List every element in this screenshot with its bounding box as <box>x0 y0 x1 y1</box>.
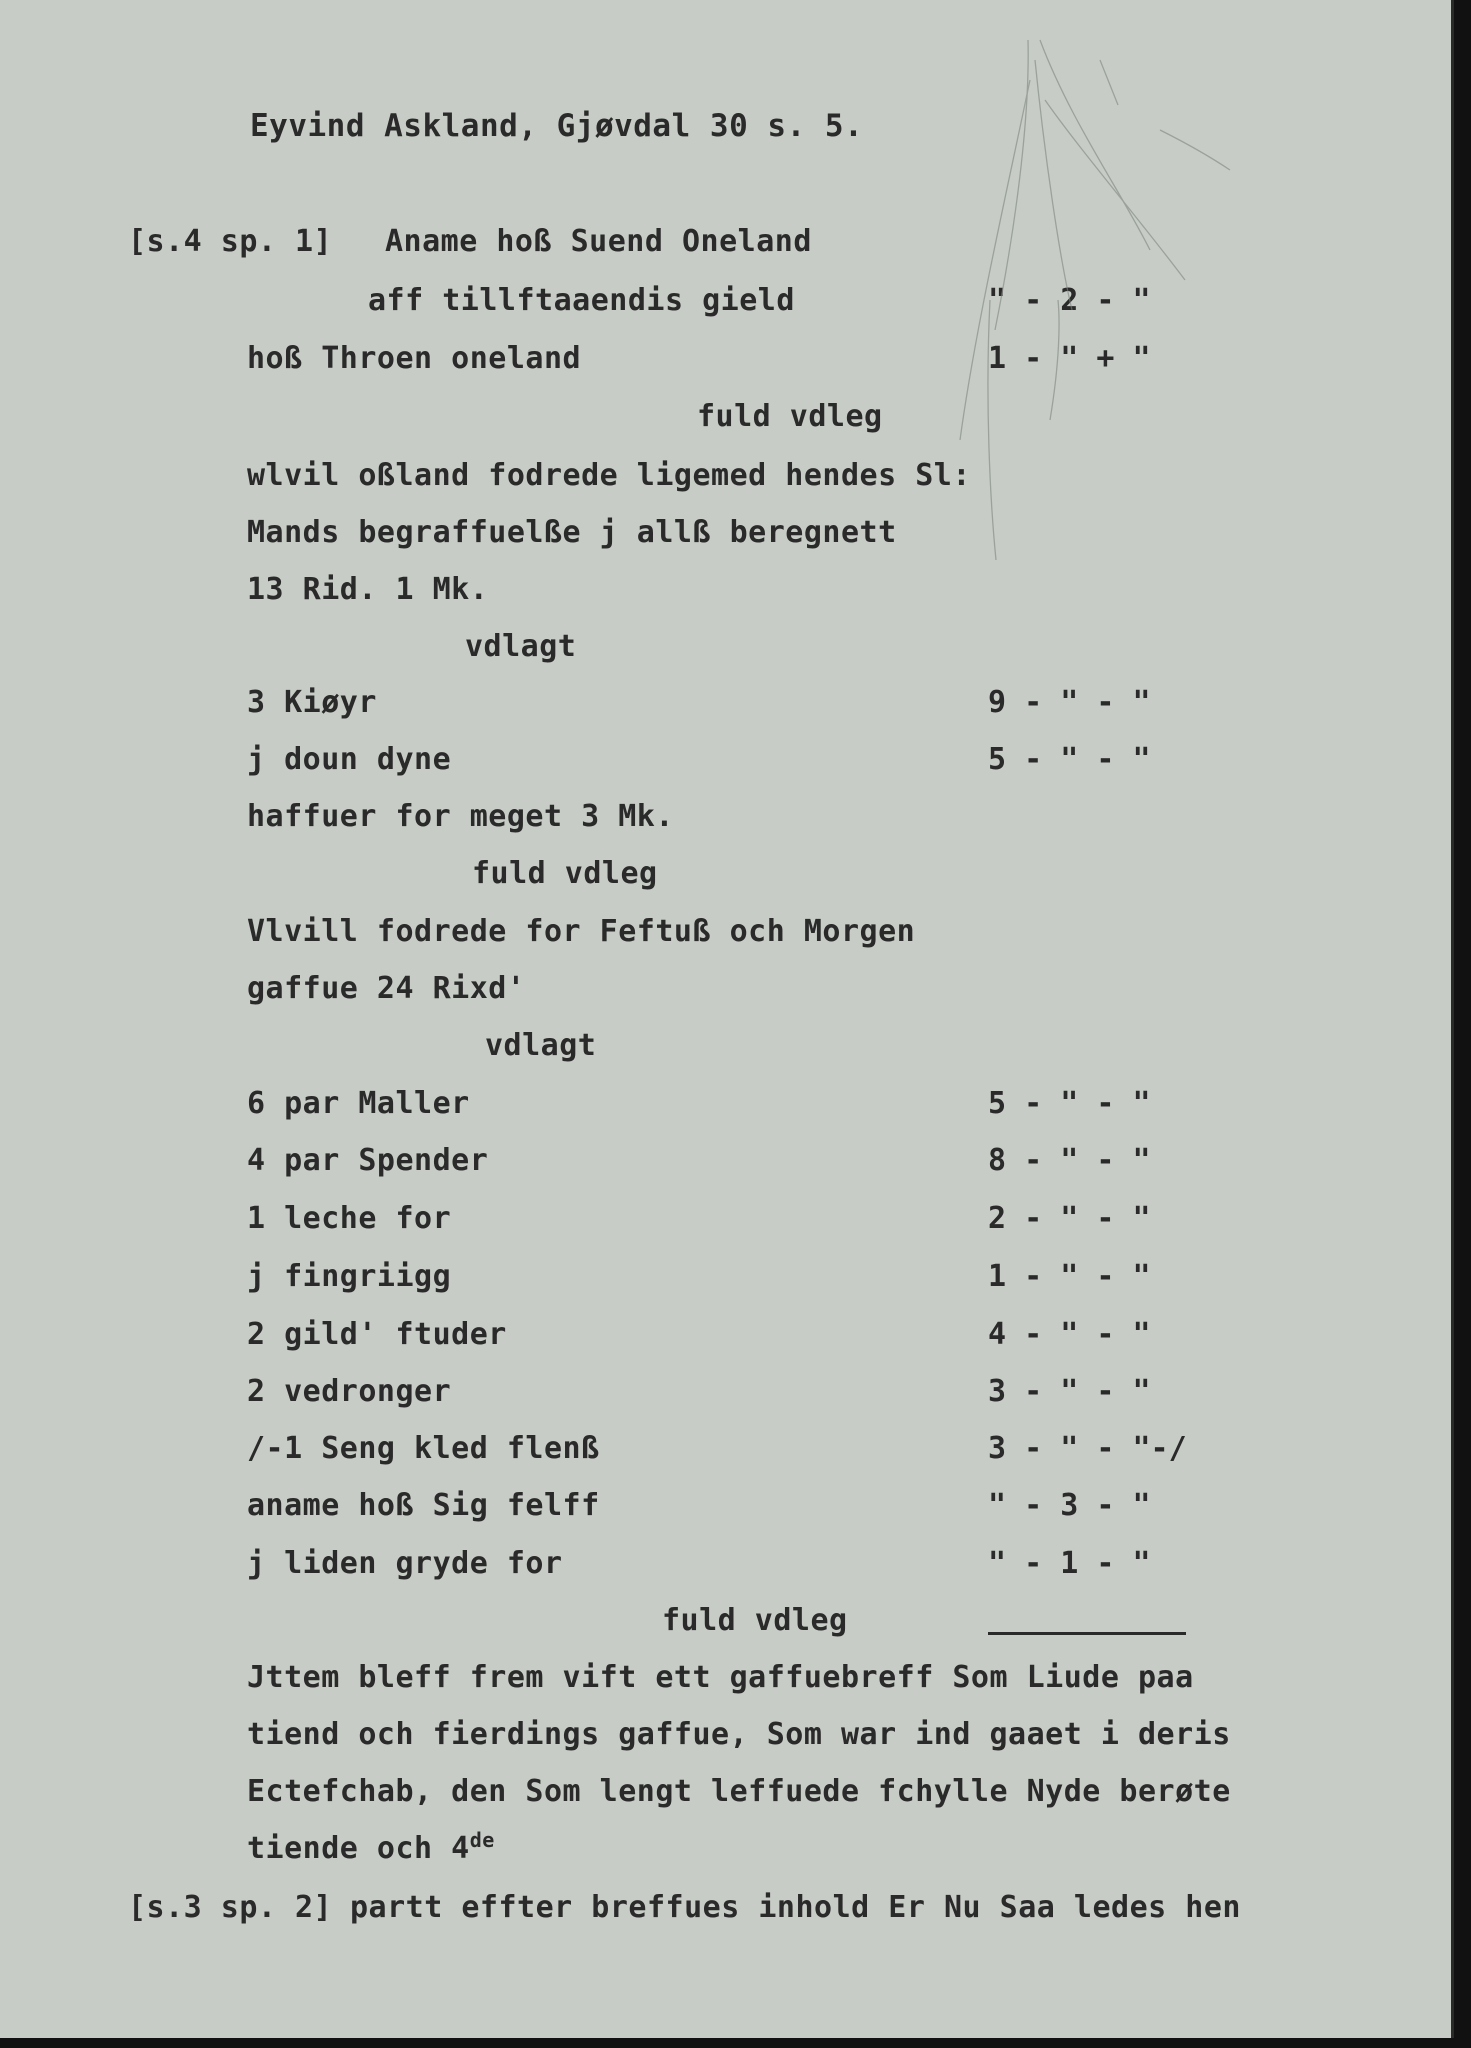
amount: 1 - " + " <box>988 341 1151 376</box>
text-line: 2 gild' ftuder <box>247 1317 507 1352</box>
amount: 5 - " - " <box>988 742 1151 777</box>
amount: 1 - " - " <box>988 1259 1151 1294</box>
amount: 9 - " - " <box>988 685 1151 720</box>
text-line: Aname hoß Suend Oneland <box>385 224 812 259</box>
text-line: Mands begraffuelße j allß beregnett <box>247 515 897 550</box>
text-line: j liden gryde for <box>247 1546 563 1581</box>
text-line: Ectefchab, den Som lengt leffuede fchylle Nyde berøte <box>247 1774 1231 1809</box>
text-line: 2 vedronger <box>247 1374 452 1409</box>
text-line: j fingriigg <box>247 1259 452 1294</box>
text-line: 13 Rid. 1 Mk. <box>247 572 489 607</box>
text-line: wlvil oßland fodrede ligemed hendes Sl: <box>247 458 971 493</box>
section-heading: fuld vdleg <box>472 856 658 891</box>
text-line: tiend och fierdings gaffue, Som war ind gaaet i deris <box>247 1717 1231 1752</box>
amount: 2 - " - " <box>988 1201 1151 1236</box>
text-line: 3 Kiøyr <box>247 685 377 720</box>
amount: " - 1 - " <box>988 1546 1151 1581</box>
text-line: 4 par Spender <box>247 1143 489 1178</box>
text-line: 1 leche for <box>247 1201 452 1236</box>
amount: 8 - " - " <box>988 1143 1151 1178</box>
page-reference: [s.3 sp. 2] <box>128 1890 333 1925</box>
text-line: j doun dyne <box>247 742 452 777</box>
page-reference: [s.4 sp. 1] <box>128 224 333 259</box>
text-line: haffuer for meget 3 Mk. <box>247 799 674 834</box>
text-line: gaffue 24 Rixd' <box>247 971 526 1006</box>
section-heading: fuld vdleg <box>697 399 883 434</box>
sum-rule <box>988 1632 1186 1635</box>
text-line: Jttem bleff frem vift ett gaffuebreff Som Liude paa <box>247 1660 1194 1695</box>
amount: 5 - " - " <box>988 1086 1151 1121</box>
text-line: aname hoß Sig felff <box>247 1488 600 1523</box>
section-heading: vdlagt <box>465 629 577 664</box>
section-heading: vdlagt <box>485 1028 597 1063</box>
text-line: hoß Throen oneland <box>247 341 582 376</box>
text-line <box>247 1828 495 1867</box>
text-line: 6 par Maller <box>247 1086 470 1121</box>
text-line: Vlvill fodrede for Feftuß och Morgen <box>247 914 916 949</box>
document-title: Eyvind Askland, Gjøvdal 30 s. 5. <box>250 108 864 144</box>
amount: " - 2 - " <box>988 283 1151 318</box>
amount: 4 - " - " <box>988 1317 1151 1352</box>
amount: 3 - " - " <box>988 1374 1151 1409</box>
section-heading: fuld vdleg <box>662 1603 848 1638</box>
text-line: /-1 Seng kled flenß <box>247 1431 600 1466</box>
text-line: aff tillftaaendis gield <box>368 283 795 318</box>
superscript: de <box>469 1828 495 1852</box>
text-line-body: tiende och 4 <box>247 1831 470 1866</box>
text-line: partt effter breffues inhold Er Nu Saa ledes hen <box>350 1890 1241 1925</box>
amount: 3 - " - "-/ <box>988 1431 1187 1466</box>
amount: " - 3 - " <box>988 1488 1151 1523</box>
